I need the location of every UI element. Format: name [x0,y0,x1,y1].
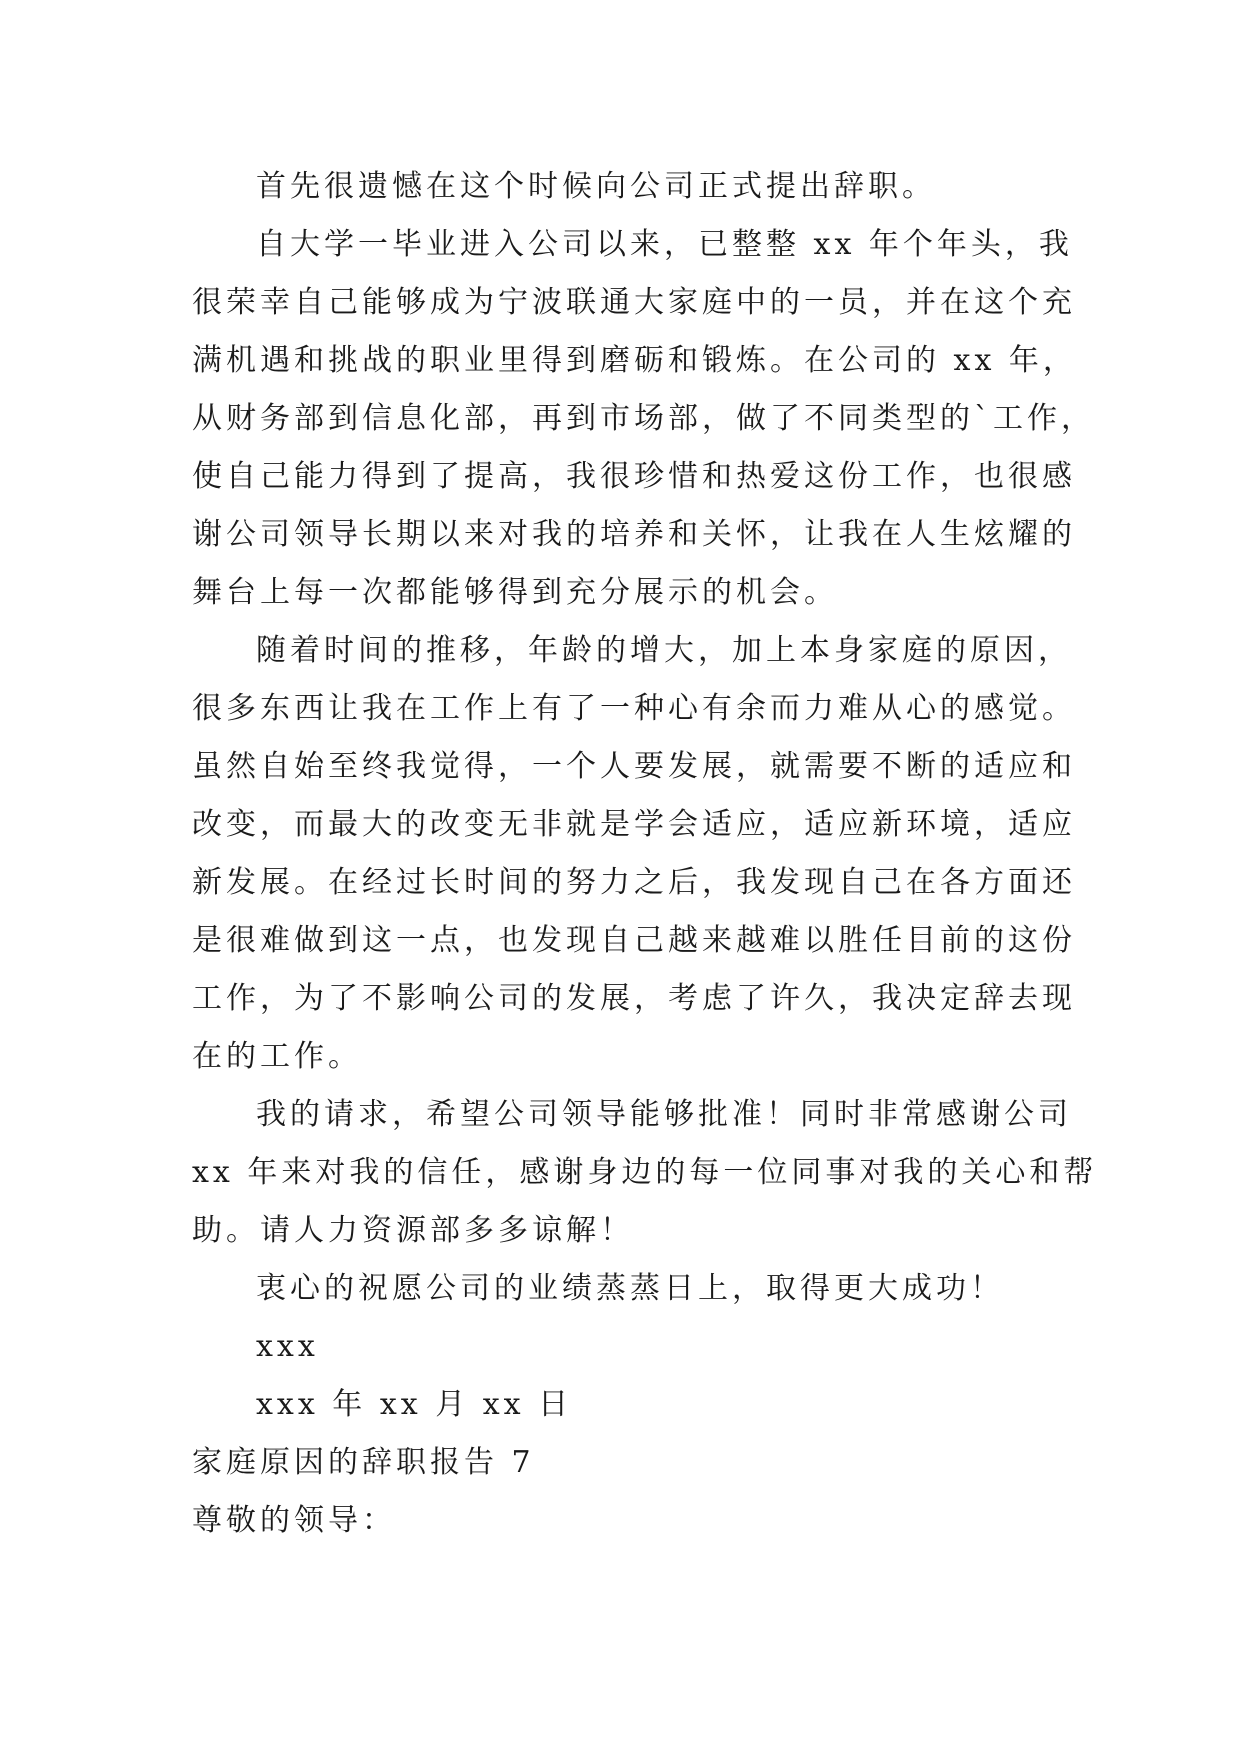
signature-date: xxx 年 xx 月 xx 日 [256,1387,573,1422]
text-line: 虽然自始至终我觉得，一个人要发展，就需要不断的适应和 [192,749,1076,784]
text-line: xx 年来对我的信任，感谢身边的每一位同事对我的关心和帮 [192,1155,1098,1190]
signature-name: xxx [256,1329,319,1364]
text-line: 助。请人力资源部多多谅解！ [192,1213,634,1248]
text-line: 工作，为了不影响公司的发展，考虑了许久，我决定辞去现 [192,981,1076,1016]
text-line: 随着时间的推移，年龄的增大，加上本身家庭的原因， [256,633,1072,668]
text-line: 满机遇和挑战的职业里得到磨砺和锻炼。在公司的 xx 年， [192,343,1077,378]
text-line: 谢公司领导长期以来对我的培养和关怀，让我在人生炫耀的 [192,517,1076,552]
text-line: 是很难做到这一点，也发现自己越来越难以胜任目前的这份 [192,923,1076,958]
document-body [192,158,1098,1550]
text-line: 很荣幸自己能够成为宁波联通大家庭中的一员，并在这个充 [192,285,1076,320]
closing-wish: 衷心的祝愿公司的业绩蒸蒸日上，取得更大成功！ [256,1271,1004,1306]
text-line: 改变，而最大的改变无非就是学会适应，适应新环境，适应 [192,807,1076,842]
text-line: 首先很遗憾在这个时候向公司正式提出辞职。 [256,169,936,204]
text-line: 舞台上每一次都能够得到充分展示的机会。 [192,575,838,610]
text-line: 我的请求，希望公司领导能够批准！同时非常感谢公司 [256,1097,1072,1132]
text-line: 从财务部到信息化部，再到市场部，做了不同类型的`工作， [192,401,1095,436]
text-line: 很多东西让我在工作上有了一种心有余而力难从心的感觉。 [192,691,1076,726]
section-heading: 家庭原因的辞职报告 7 [192,1445,535,1480]
salutation: 尊敬的领导： [192,1503,396,1538]
text-line: 自大学一毕业进入公司以来，已整整 xx 年个年头，我 [256,227,1073,262]
text-line: 使自己能力得到了提高，我很珍惜和热爱这份工作，也很感 [192,459,1076,494]
text-line: 在的工作。 [192,1039,362,1074]
text-line: 新发展。在经过长时间的努力之后，我发现自己在各方面还 [192,865,1076,900]
